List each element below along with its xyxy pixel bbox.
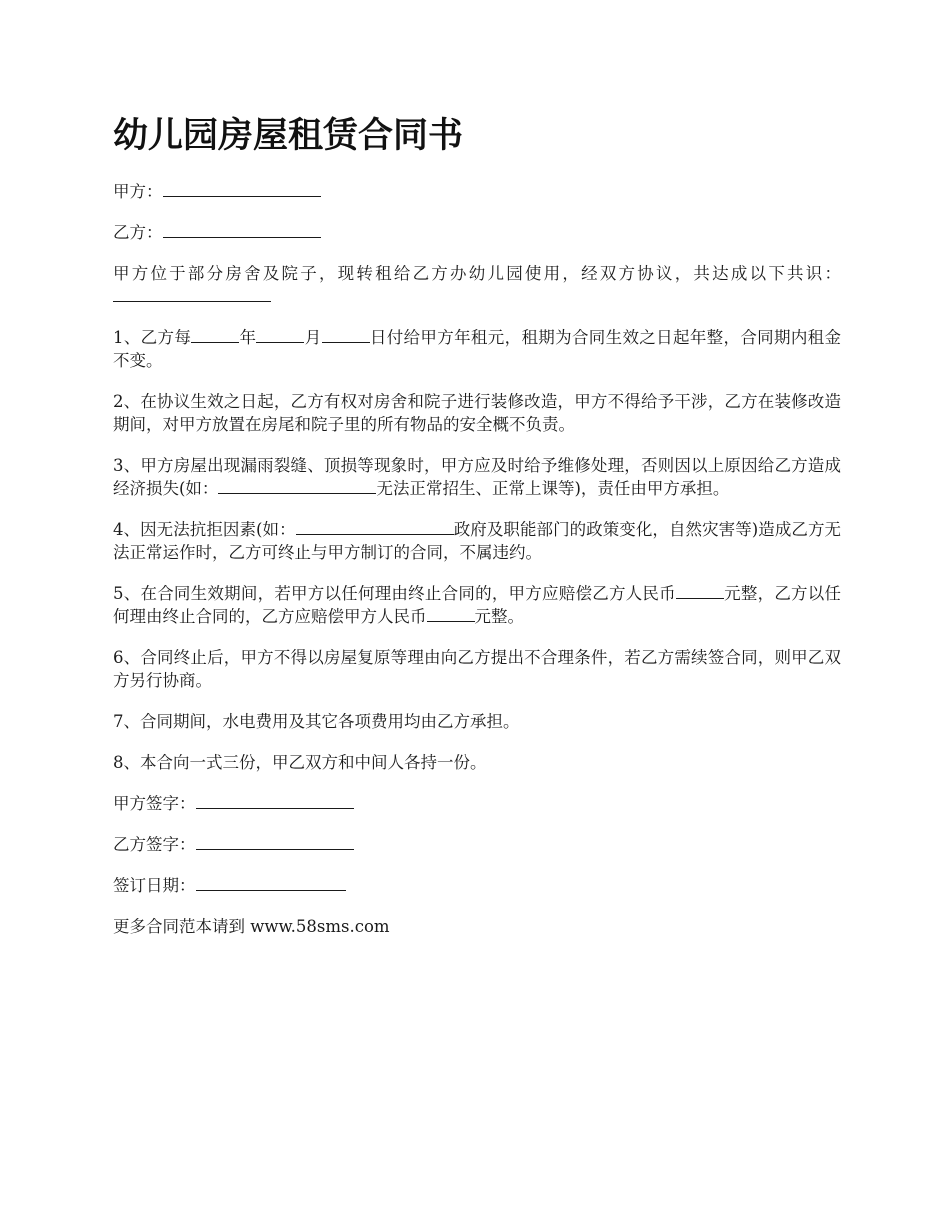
signature-b-blank: [196, 835, 354, 850]
document-title: 幼儿园房屋租赁合同书: [113, 116, 464, 156]
clause-3: [113, 454, 841, 500]
clause-1-month-blank: [256, 328, 304, 343]
clause-6: 6、合同终止后，甲方不得以房屋复原等理由向乙方提出不合理条件，若乙方需续签合同，则甲乙双方另行协商。: [113, 648, 841, 690]
clause-3-text: 无法正常招生、正常上课等)，责任由甲方承担。: [376, 479, 730, 498]
signature-a-blank: [196, 794, 354, 809]
clause-5-amount-a-blank: [676, 584, 724, 599]
signature-a-label: 甲方签字：: [113, 794, 196, 813]
clause-3-text: 3、甲方房屋出现漏雨裂缝、顶损等现象时，甲方应及时给予维修处理，否则因以上原因给乙方造成经济损失(如：: [113, 456, 841, 498]
clause-5-text: 元整，乙方以任何理由终止合同的，乙方应赔偿甲方人民币: [113, 584, 842, 626]
clause-2: 2、在协议生效之日起，乙方有权对房舍和院子进行装修改造，甲方不得给予干涉，乙方在装修改造期间，对甲方放置在房尾和院子里的所有物品的安全概不负责。: [113, 392, 841, 434]
clause-4: [113, 518, 841, 564]
sign-date-label: 签订日期：: [113, 876, 196, 895]
sign-date-line: [113, 874, 841, 897]
party-b-blank: [163, 223, 321, 238]
sign-date-blank: [196, 876, 346, 891]
clause-5-text: 5、在合同生效期间，若甲方以任何理由终止合同的，甲方应赔偿乙方人民币: [113, 584, 676, 603]
clause-1-text: 日付给甲方年租元，租期为合同生效之日起年整，合同期内租金不变。: [113, 328, 842, 370]
clause-4-text: 4、因无法抗拒因素(如：: [113, 520, 296, 539]
contract-document: [113, 112, 841, 956]
clause-8: 8、本合向一式三份，甲乙双方和中间人各持一份。: [113, 753, 487, 772]
clause-7: 7、合同期间，水电费用及其它各项费用均由乙方承担。: [113, 712, 520, 731]
footer-note: 更多合同范本请到 www.58sms.com: [113, 917, 390, 936]
intro-paragraph: [113, 262, 841, 308]
clause-1: [113, 326, 841, 372]
clause-4-blank: [296, 520, 454, 535]
party-a-line: [113, 180, 841, 203]
signature-b-line: [113, 833, 841, 856]
clause-5: [113, 582, 841, 628]
clause-1-text: 月: [304, 328, 322, 347]
party-a-blank: [163, 182, 321, 197]
clause-1-text: 1、乙方每: [113, 328, 192, 347]
signature-b-label: 乙方签字：: [113, 835, 196, 854]
clause-5-amount-b-blank: [427, 607, 475, 622]
clause-3-blank: [218, 479, 376, 494]
clause-1-text: 年: [239, 328, 257, 347]
clause-1-year-blank: [191, 328, 239, 343]
party-b-label: 乙方：: [113, 223, 163, 242]
intro-text: 甲方位于部分房舍及院子，现转租给乙方办幼儿园使用，经双方协议，共达成以下共识：: [113, 264, 841, 283]
signature-a-line: [113, 792, 841, 815]
clause-5-text: 元整。: [474, 607, 524, 626]
clause-4-text: 政府及职能部门的政策变化，自然灾害等)造成乙方无法正常运作时，乙方可终止与甲方制订的合同，不属违约。: [113, 520, 842, 562]
party-b-line: [113, 221, 841, 244]
party-a-label: 甲方：: [113, 182, 163, 201]
clause-1-day-blank: [322, 328, 370, 343]
intro-blank: [113, 287, 271, 302]
